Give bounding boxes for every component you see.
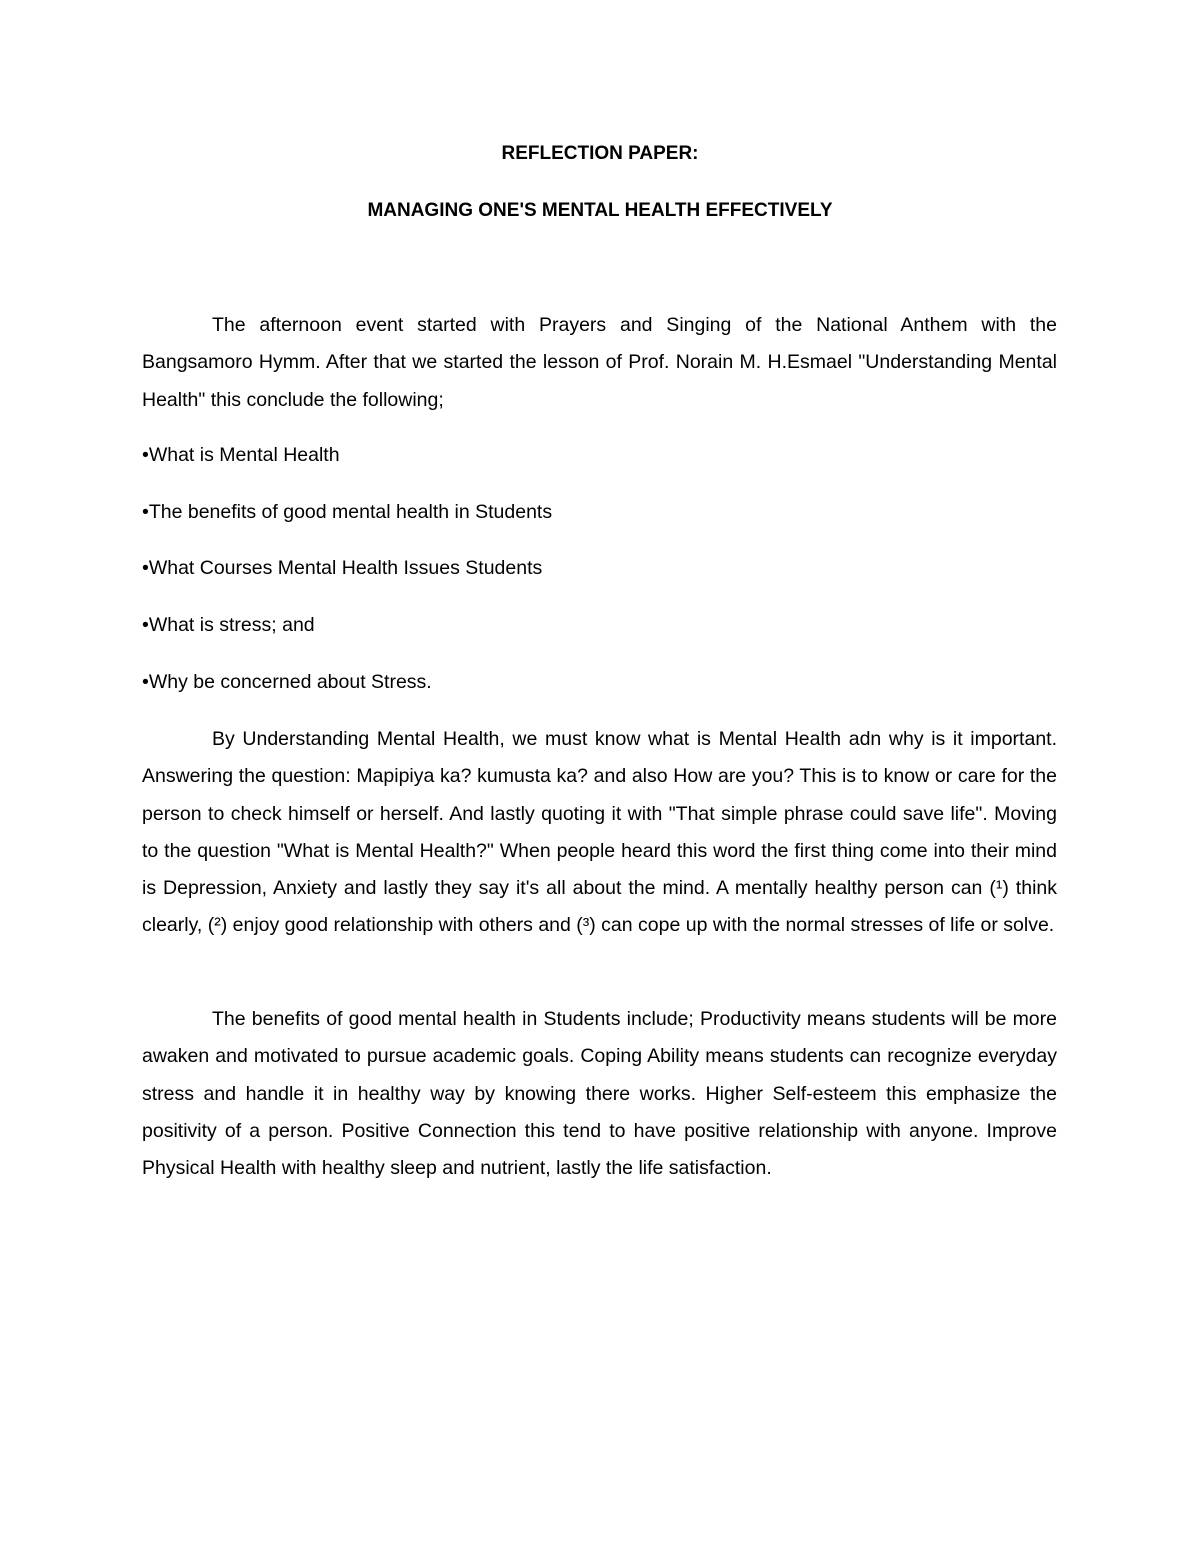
bullet-item: •What is Mental Health [142,444,340,466]
bullet-item: •Why be concerned about Stress. [142,671,432,693]
paragraph-benefits: The benefits of good mental health in Students include; Productivity means students will be more awaken and motivated to pursue academic goals. Coping Ability means students can recognize everyday stress and handle it in healthy way by knowing there works. Higher Self-esteem this emphasize the positivity of a person. Positive Connection this tend to have positive relationship with anyone. Improve Physical Health with healthy sleep and nutrient, lastly the life satisfaction. [142,1008,1057,1180]
bullet-item: •What Courses Mental Health Issues Students [142,557,543,579]
bullet-item: •The benefits of good mental health in Students [142,501,553,523]
bullet-item: •What is stress; and [142,614,315,636]
paragraph-intro: The afternoon event started with Prayers and Singing of the National Anthem with the Bangsamoro Hymm. After that we started the lesson of Prof. Norain M. H.Esmael "Understanding Mental Health" this conclude the following; [142,314,1057,411]
paragraph-understanding: By Understanding Mental Health, we must know what is Mental Health adn why is it important. Answering the question: Mapipiya ka? kumusta ka? and also How are you? This is to know or care for the person to check himself or herself. And lastly quoting it with "That simple phrase could save life". Moving to the question "What is Mental Health?" When people heard this word the first thing come into their mind is Depression, Anxiety and lastly they say it's all about the mind. A mentally healthy person can (¹) think clearly, (²) enjoy good relationship with others and (³) can cope up with the normal stresses of life or solve. [142,728,1057,937]
paper-title: REFLECTION PAPER: [501,143,699,164]
paper-subtitle: MANAGING ONE'S MENTAL HEALTH EFFECTIVELY [367,200,833,221]
